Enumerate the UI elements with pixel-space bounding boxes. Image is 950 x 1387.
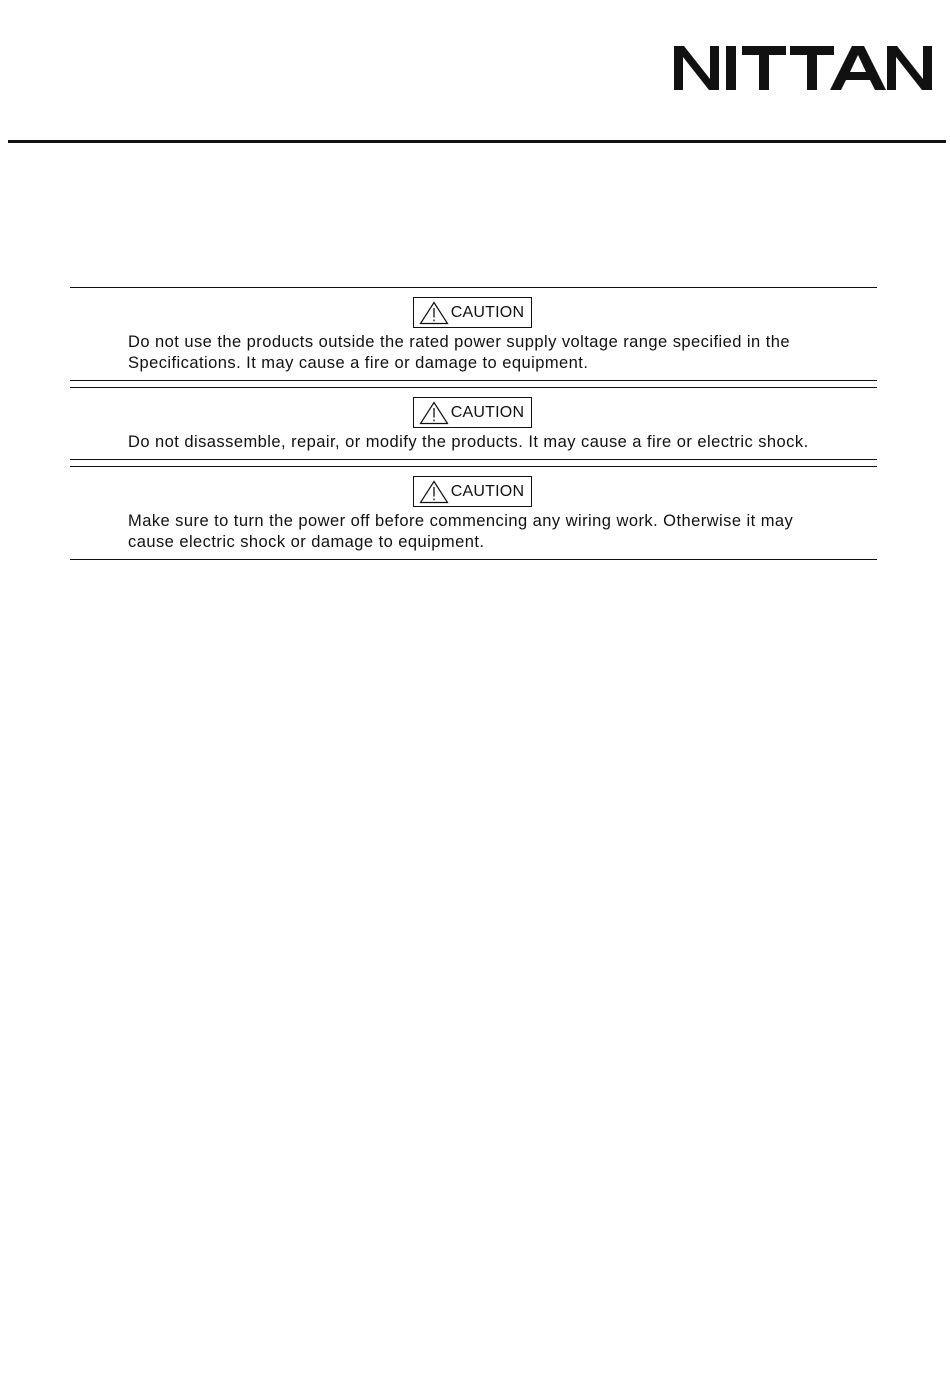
caution-block [70,467,877,559]
header-rule [8,140,946,143]
caution-list [70,287,877,560]
warning-triangle-icon [419,480,449,504]
caution-divider [70,459,877,467]
caution-bottom-rule [70,559,877,560]
caution-block [70,388,877,459]
caution-label-text: CAUTION [450,483,525,500]
caution-block [70,288,877,380]
caution-divider [70,380,877,388]
caution-text: Do not disassemble, repair, or modify the products. It may cause a fire or electric shock. [128,433,809,451]
caution-label [413,297,532,328]
caution-label-text: CAUTION [450,304,525,321]
caution-text: Do not use the products outside the rated power supply voltage range specified in the Specifications. It may cause a fire or damage to equipment. [128,333,790,372]
caution-label [413,397,532,428]
nittan-logo [672,40,934,96]
warning-triangle-icon [419,301,449,325]
caution-label [413,476,532,507]
caution-label-text: CAUTION [450,404,525,421]
warning-triangle-icon [419,401,449,425]
caution-text: Make sure to turn the power off before commencing any wiring work. Otherwise it may cause electric shock or damage to equipment. [128,512,794,551]
